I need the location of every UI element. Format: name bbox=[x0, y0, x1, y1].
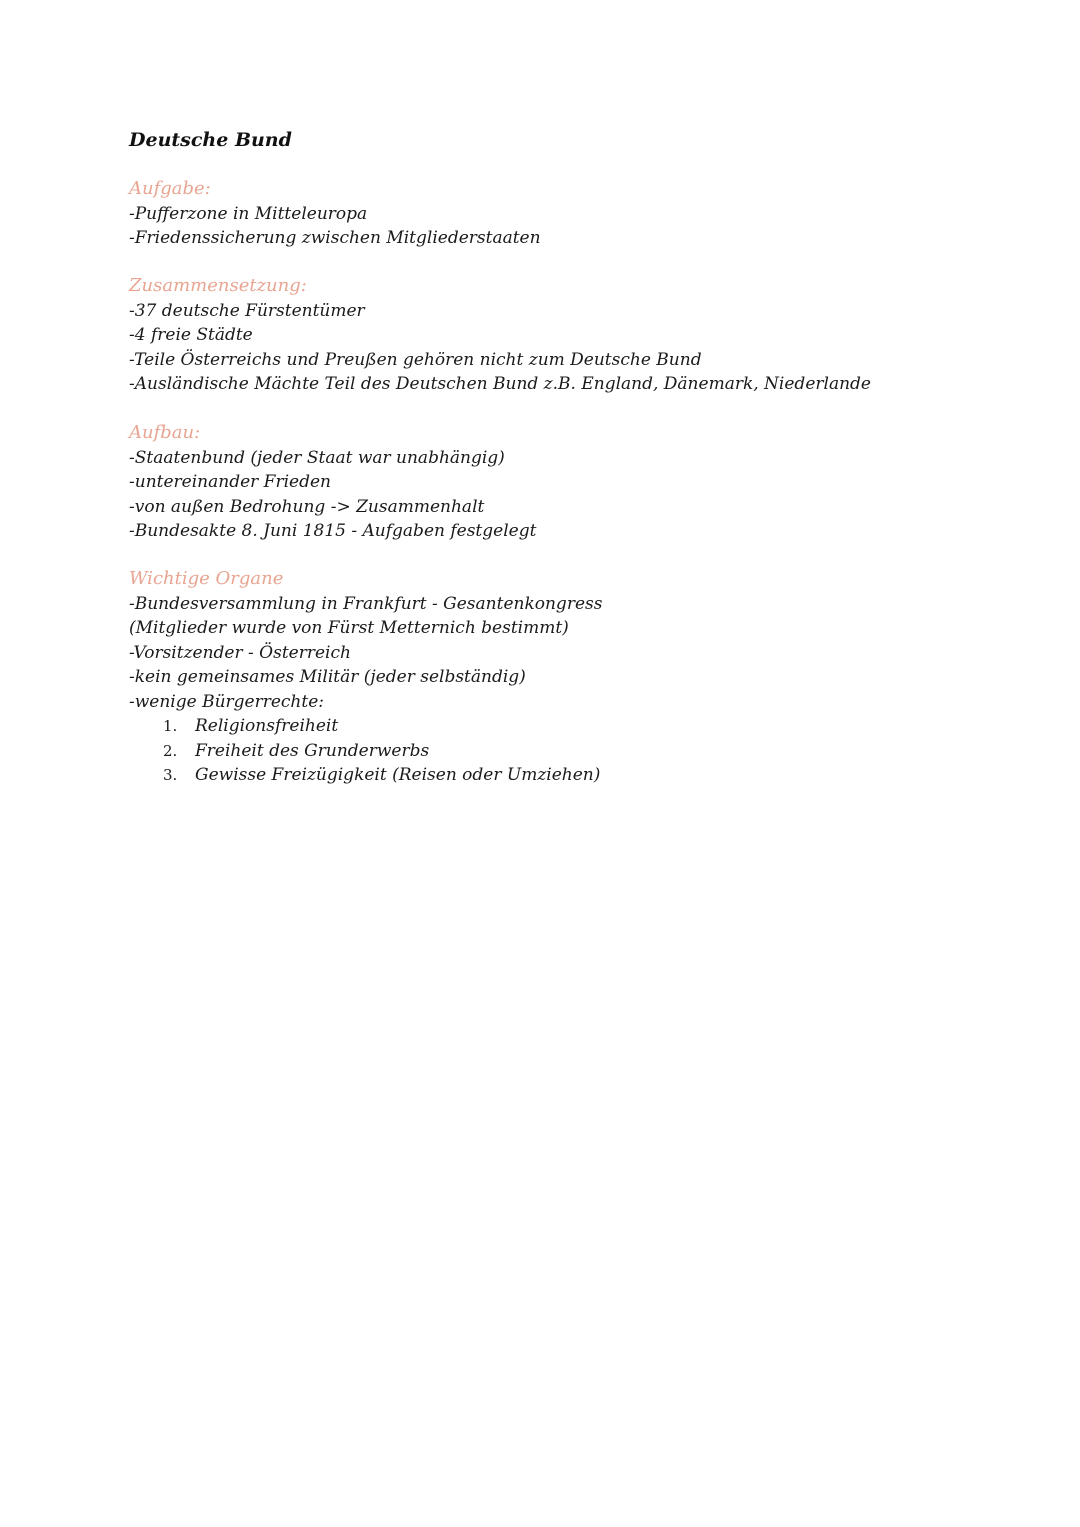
text-line: -Teile Österreichs und Preußen gehören nicht zum Deutsche Bund bbox=[129, 349, 702, 370]
section-wichtige-organe bbox=[129, 567, 1029, 788]
text-line: -wenige Bürgerrechte: bbox=[129, 691, 325, 712]
text-line: -untereinander Frieden bbox=[129, 472, 331, 492]
section-heading: Zusammensetzung: bbox=[129, 275, 307, 296]
list-number: 2. bbox=[163, 741, 178, 760]
text-line: -Ausländische Mächte Teil des Deutschen Bund z.B. England, Dänemark, Niederlande bbox=[129, 374, 871, 394]
text-line: -Bundesversammlung in Frankfurt - Gesantenkongress bbox=[129, 593, 603, 614]
section-aufbau bbox=[129, 421, 1029, 544]
list-item bbox=[129, 714, 1029, 739]
text-line: -Friedenssicherung zwischen Mitgliederstaaten bbox=[129, 228, 541, 248]
text-line: -37 deutsche Fürstentümer bbox=[129, 300, 365, 321]
list-number: 1. bbox=[163, 717, 178, 735]
section-zusammensetzung bbox=[129, 274, 1029, 397]
text-line: -von außen Bedrohung -> Zusammenhalt bbox=[129, 496, 485, 517]
list-item bbox=[129, 739, 1029, 764]
text-line: -Bundesakte 8. Juni 1815 - Aufgaben festgelegt bbox=[129, 521, 537, 541]
text-line: -Staatenbund (jeder Staat war unabhängig) bbox=[129, 447, 505, 468]
list-number: 3. bbox=[163, 766, 178, 784]
text-line: -kein gemeinsames Militär (jeder selbständig) bbox=[129, 667, 526, 687]
list-item-text: Freiheit des Grunderwerbs bbox=[195, 740, 430, 761]
list-item bbox=[129, 763, 1029, 788]
list-item-text: Gewisse Freizügigkeit (Reisen oder Umziehen) bbox=[195, 765, 601, 785]
text-line: -Vorsitzender - Österreich bbox=[129, 642, 351, 663]
list-item-text: Religionsfreiheit bbox=[195, 716, 339, 736]
section-heading: Aufbau: bbox=[129, 422, 201, 443]
section-aufgabe bbox=[129, 177, 1029, 251]
text-line: -Pufferzone in Mitteleuropa bbox=[129, 203, 368, 224]
numbered-list bbox=[129, 714, 1029, 788]
text-line: -4 freie Städte bbox=[129, 325, 253, 345]
section-heading: Wichtige Organe bbox=[129, 568, 284, 589]
page-title: Deutsche Bund bbox=[129, 129, 292, 151]
section-heading: Aufgabe: bbox=[129, 178, 211, 199]
text-line: (Mitglieder wurde von Fürst Metternich bestimmt) bbox=[129, 618, 569, 638]
